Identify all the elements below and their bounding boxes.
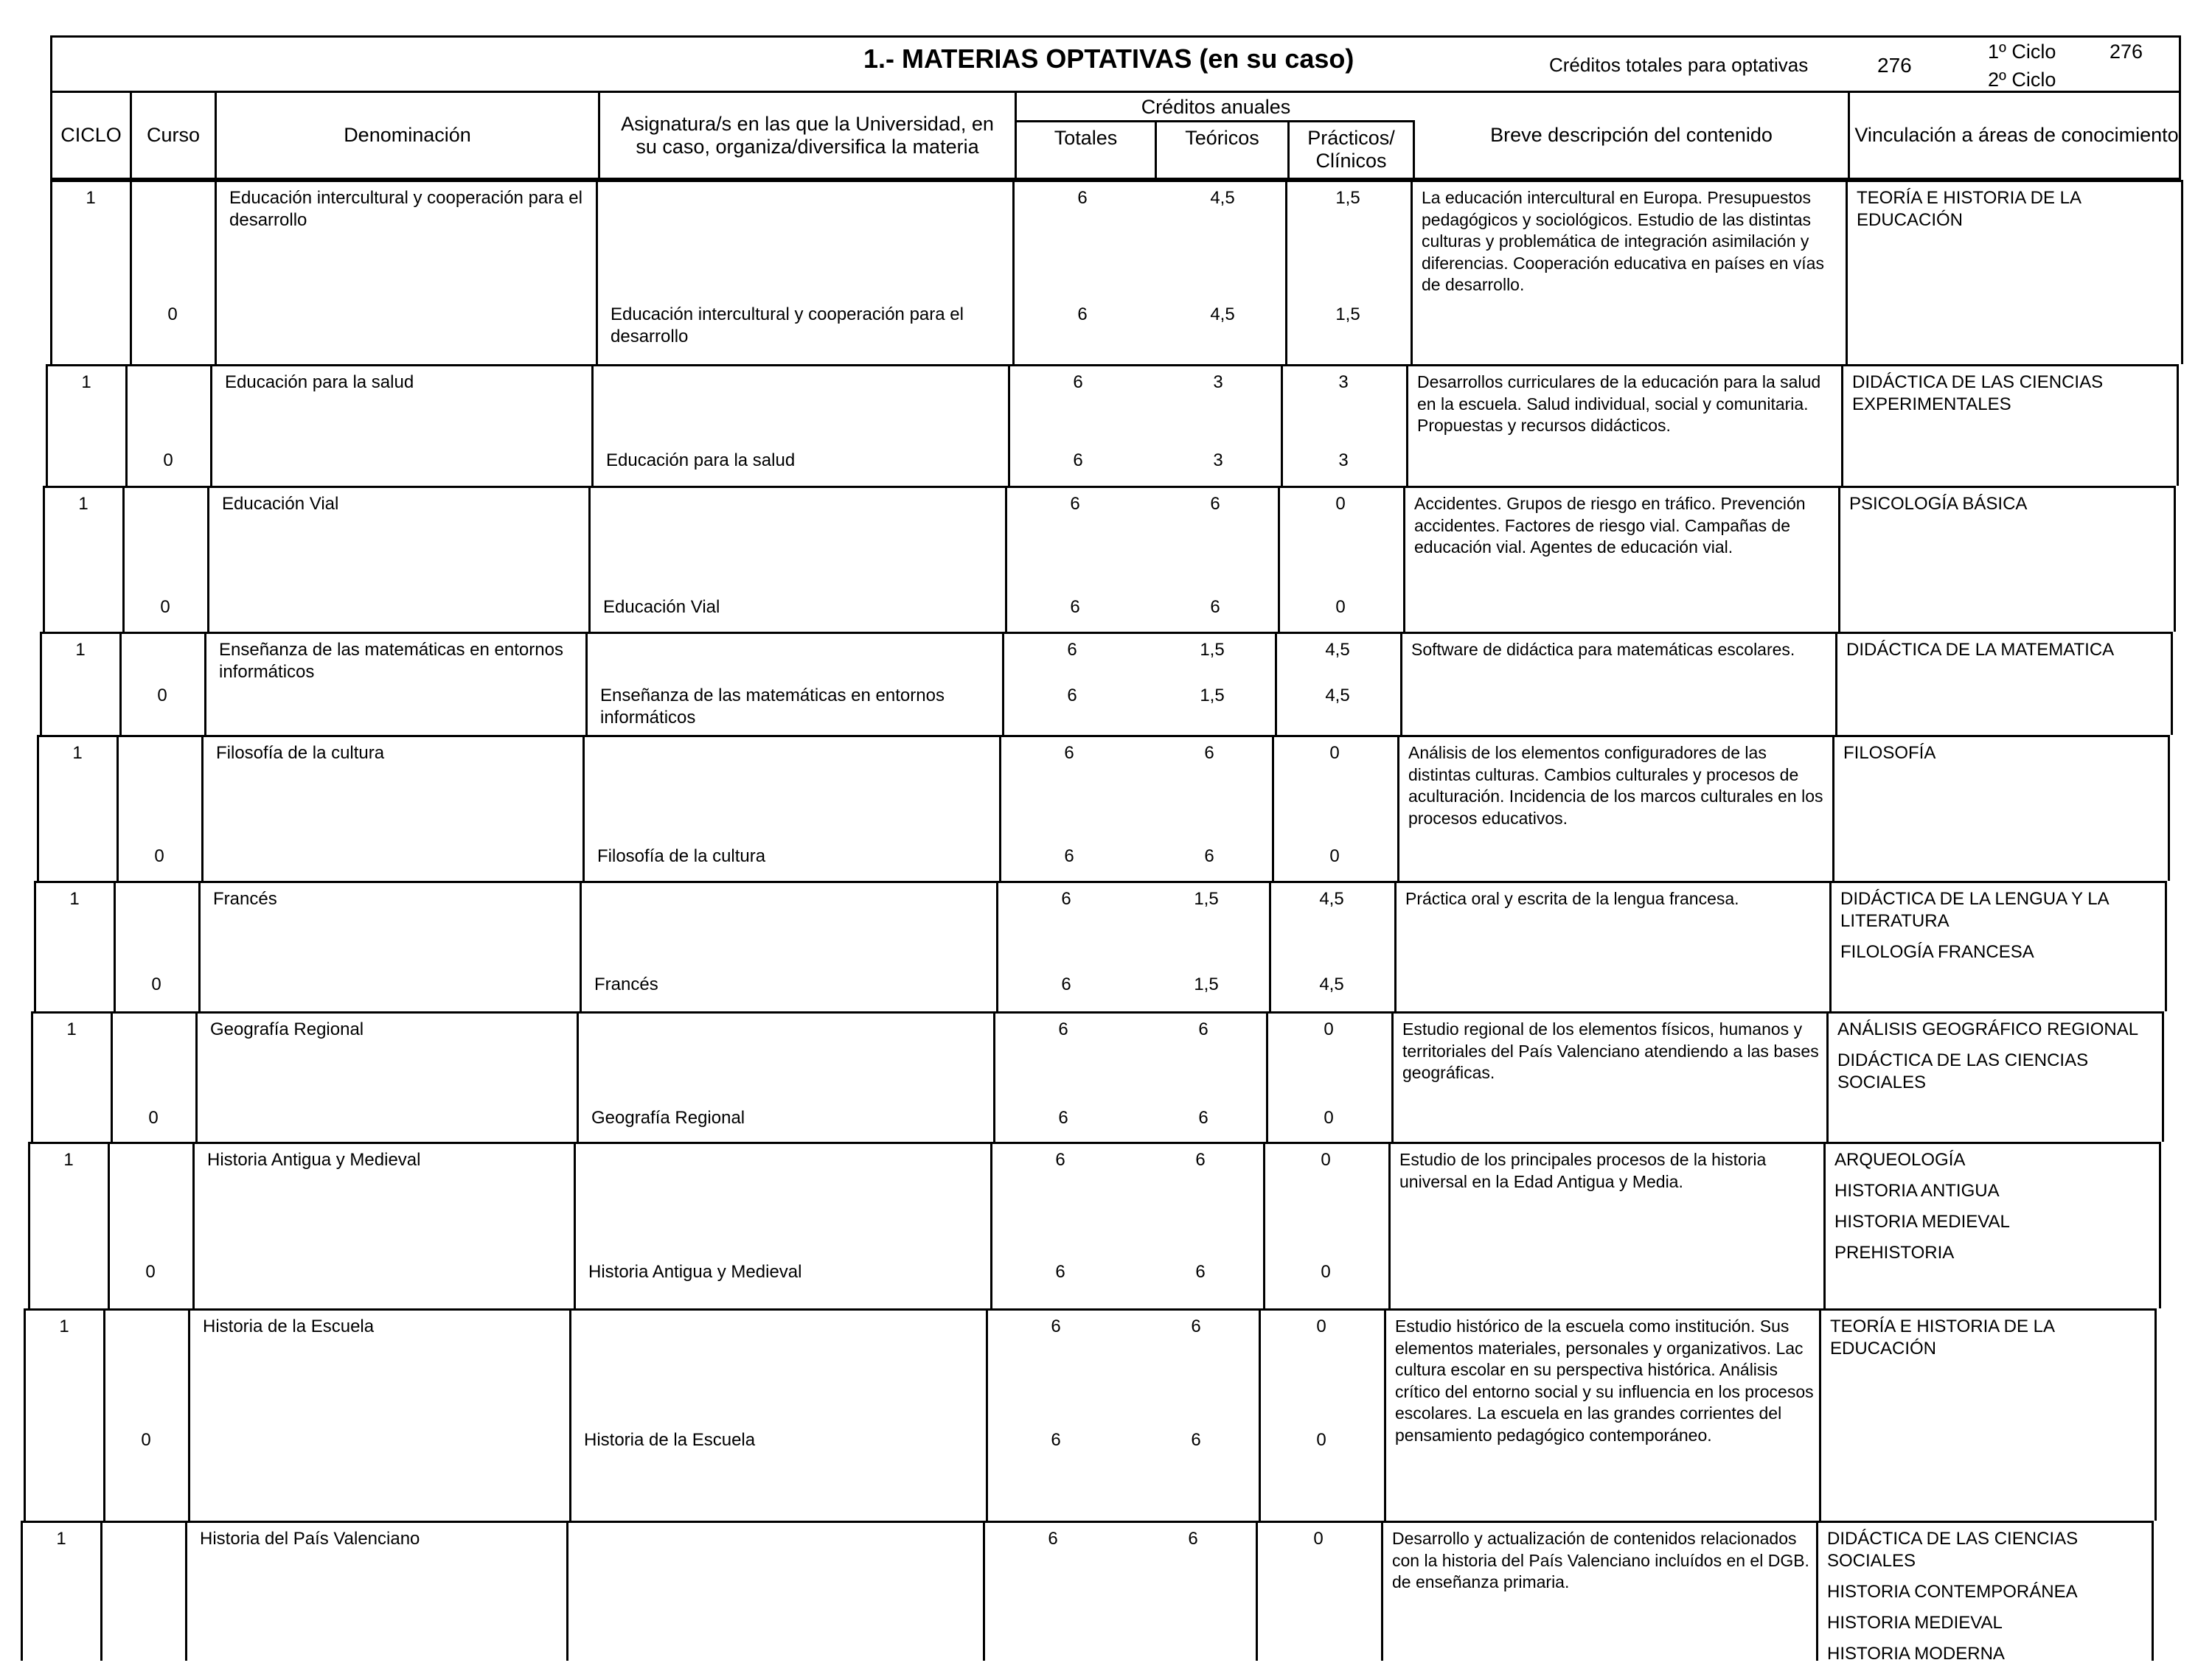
totales-cell: 6 (1064, 743, 1074, 763)
practicos-cell: 4,5 (1325, 640, 1350, 660)
col-practicos: Prácticos/ Clínicos (1290, 122, 1415, 180)
teoricos-cell: 3 (1213, 372, 1223, 392)
column-divider (207, 486, 209, 632)
totales-cell: 6 (1070, 494, 1080, 514)
column-divider (1259, 1308, 1261, 1521)
vinculacion-cell (1834, 1149, 2152, 1273)
totales-cell: 6 (1058, 1019, 1068, 1039)
column-divider (1829, 881, 1832, 1011)
denominacion-cell: Francés (213, 889, 277, 909)
column-divider (1400, 632, 1402, 735)
column-divider (1394, 881, 1397, 1011)
practicos-cell: 0 (1335, 494, 1346, 514)
column-divider (46, 364, 48, 486)
practicos-cell: 0 (1316, 1430, 1326, 1450)
col-vinculacion: Vinculación a áreas de conocimiento (1854, 124, 2179, 146)
column-divider (1002, 632, 1004, 735)
curso-cell: 0 (160, 597, 170, 617)
teoricos-cell: 1,5 (1200, 640, 1225, 660)
denominacion-cell: Geografía Regional (210, 1019, 364, 1039)
curso-cell: 0 (148, 1108, 159, 1128)
row-divider (28, 1142, 2159, 1144)
teoricos-cell: 1,5 (1194, 974, 1219, 994)
teoricos-cell: 4,5 (1210, 304, 1235, 324)
teoricos-cell: 6 (1198, 1019, 1208, 1039)
row-divider (24, 1308, 2154, 1311)
area-item: HISTORIA MODERNA (1827, 1644, 2005, 1664)
practicos-cell: 0 (1324, 1019, 1334, 1039)
vinculacion-cell (1849, 493, 2166, 524)
descripcion-cell: Accidentes. Grupos de riesgo en tráfico. Prevención accidentes. Factores de riesgo vial. Campañas de educación vial. Agentes de educación vial. (1414, 494, 1806, 557)
vinculacion-cell (1846, 639, 2163, 670)
denominacion-cell: Educación intercultural y cooperación para el desarrollo (229, 188, 582, 230)
practicos-cell: 0 (1316, 1316, 1326, 1336)
ciclo-cell: 1 (59, 1316, 69, 1336)
column-divider (1406, 364, 1408, 486)
col-ciclo: CICLO (52, 93, 132, 178)
asignatura-cell: Francés (594, 974, 658, 994)
totales-cell: 6 (1048, 1529, 1058, 1549)
column-divider (1411, 180, 1413, 364)
column-divider (1384, 1308, 1386, 1521)
descripcion-cell: Estudio de los principales procesos de la historia universal en la Edad Antigua y Media. (1399, 1150, 1767, 1191)
creditos-label: Créditos totales para optativas (1549, 54, 1809, 76)
area-item: DIDÁCTICA DE LA MATEMATICA (1846, 640, 2115, 660)
column-divider (1008, 364, 1010, 486)
teoricos-cell: 6 (1195, 1150, 1206, 1170)
column-divider (1281, 364, 1283, 486)
denominacion-cell: Educación para la salud (225, 372, 414, 392)
asignatura-cell: Filosofía de la cultura (597, 846, 766, 866)
area-item: FILOSOFÍA (1843, 743, 1936, 763)
ciclo1-value: 276 (2110, 41, 2143, 63)
column-divider (122, 486, 125, 632)
column-divider (1285, 180, 1287, 364)
descripcion-cell: Análisis de los elementos configuradores de las distintas culturas. Cambios culturales y procesos de aculturación. Incidencia de los marcos culturales en los procesos educativos. (1408, 743, 1823, 828)
col-totales: Totales (1017, 122, 1157, 180)
row-divider (34, 881, 2165, 883)
totales-cell: 6 (1077, 188, 1088, 208)
column-divider (50, 180, 52, 364)
page-title: 1.- MATERIAS OPTATIVAS (en su caso) (863, 43, 1354, 74)
totales-cell: 6 (1073, 450, 1083, 470)
column-divider (1835, 632, 1837, 735)
column-divider (111, 1011, 113, 1142)
column-divider (185, 1521, 187, 1661)
totales-cell: 6 (1070, 597, 1080, 617)
column-divider (2181, 180, 2183, 364)
column-divider (2165, 881, 2167, 1011)
totales-cell: 6 (1067, 686, 1077, 705)
area-item: PREHISTORIA (1834, 1243, 1955, 1263)
column-divider (40, 632, 42, 735)
asignatura-cell: Geografía Regional (591, 1108, 745, 1128)
column-divider (215, 180, 217, 364)
column-divider (1266, 1011, 1268, 1142)
column-divider (114, 881, 116, 1011)
column-divider (103, 1308, 105, 1521)
column-divider (1278, 486, 1280, 632)
column-divider (993, 1011, 995, 1142)
denominacion-cell: Educación Vial (222, 494, 339, 514)
column-divider (1403, 486, 1405, 632)
practicos-cell: 0 (1335, 597, 1346, 617)
ciclo-cell: 1 (81, 372, 91, 392)
denominacion-cell: Historia de la Escuela (203, 1316, 375, 1336)
descripcion-cell: Práctica oral y escrita de la lengua francesa. (1405, 889, 1739, 908)
curso-cell: 0 (151, 974, 161, 994)
asignatura-cell: Historia Antigua y Medieval (588, 1262, 802, 1282)
totales-cell: 6 (1058, 1108, 1068, 1128)
column-divider (119, 632, 122, 735)
column-divider (130, 180, 132, 364)
col-teoricos: Teóricos (1157, 122, 1290, 180)
column-divider (1005, 486, 1007, 632)
ciclo-cell: 1 (56, 1529, 66, 1549)
column-divider (990, 1142, 992, 1308)
totales-cell: 6 (1064, 846, 1074, 866)
area-item: HISTORIA MEDIEVAL (1834, 1212, 2010, 1232)
teoricos-cell: 1,5 (1194, 889, 1219, 909)
vinculacion-cell (1837, 1019, 2154, 1103)
column-divider (2171, 632, 2173, 735)
practicos-cell: 0 (1324, 1108, 1334, 1128)
column-divider (1819, 1308, 1821, 1521)
area-item: DIDÁCTICA DE LAS CIENCIAS SOCIALES (1827, 1529, 2079, 1571)
totales-cell: 6 (1061, 889, 1071, 909)
column-divider (1381, 1521, 1383, 1661)
column-divider (188, 1308, 190, 1521)
column-divider (37, 735, 39, 881)
row-divider (43, 486, 2174, 488)
area-item: TEORÍA E HISTORIA DE LA EDUCACIÓN (1830, 1316, 2054, 1359)
curso-cell: 0 (154, 846, 164, 866)
column-divider (986, 1308, 988, 1521)
column-divider (1256, 1521, 1258, 1661)
area-item: HISTORIA MEDIEVAL (1827, 1613, 2003, 1633)
column-divider (2162, 1011, 2164, 1142)
column-divider (1272, 735, 1274, 881)
col-creditos-anuales: Créditos anuales (1017, 93, 1415, 122)
column-divider (21, 1521, 23, 1661)
teoricos-cell: 3 (1213, 450, 1223, 470)
totales-cell: 6 (1051, 1316, 1061, 1336)
teoricos-cell: 6 (1204, 846, 1214, 866)
col-denominacion: Denominación (217, 93, 600, 178)
area-item: TEORÍA E HISTORIA DE LA EDUCACIÓN (1857, 188, 2081, 230)
area-item: DIDÁCTICA DE LAS CIENCIAS SOCIALES (1837, 1050, 2089, 1092)
column-divider (24, 1308, 26, 1521)
practicos-cell: 0 (1329, 846, 1340, 866)
totales-cell: 6 (1055, 1262, 1065, 1282)
column-divider (201, 735, 204, 881)
ciclo-cell: 1 (63, 1150, 74, 1170)
column-divider (1012, 180, 1015, 364)
column-divider (192, 1142, 195, 1308)
column-divider (1391, 1011, 1394, 1142)
column-divider (1388, 1142, 1391, 1308)
practicos-cell: 3 (1338, 372, 1349, 392)
column-divider (983, 1521, 985, 1661)
practicos-cell: 0 (1321, 1262, 1331, 1282)
row-divider (21, 1521, 2152, 1523)
curso-cell: 0 (157, 686, 167, 705)
ciclo2-label: 2º Ciclo (1988, 69, 2056, 91)
column-divider (999, 735, 1001, 881)
totales-cell: 6 (1061, 974, 1071, 994)
ciclo-cell: 1 (78, 494, 88, 514)
column-divider (2159, 1142, 2161, 1308)
col-descripcion: Breve descripción del contenido (1415, 93, 1850, 178)
teoricos-cell: 6 (1210, 597, 1220, 617)
column-divider (1841, 364, 1843, 486)
ciclo-cell: 1 (72, 743, 83, 763)
creditos-total: 276 (1877, 54, 1912, 77)
column-divider (116, 735, 119, 881)
column-divider (1832, 735, 1834, 881)
curso-cell: 0 (145, 1262, 156, 1282)
asignatura-cell: Historia de la Escuela (584, 1430, 756, 1450)
teoricos-cell: 6 (1210, 494, 1220, 514)
practicos-cell: 4,5 (1325, 686, 1350, 705)
practicos-cell: 0 (1321, 1150, 1331, 1170)
area-item: DIDÁCTICA DE LAS CIENCIAS EXPERIMENTALES (1852, 372, 2104, 414)
ciclo-cell: 1 (75, 640, 86, 660)
totales-cell: 6 (1067, 640, 1077, 660)
row-divider (37, 735, 2168, 737)
totales-cell: 6 (1051, 1430, 1061, 1450)
curso-cell: 0 (141, 1430, 151, 1450)
column-divider (100, 1521, 102, 1661)
column-divider (1838, 486, 1840, 632)
column-divider (31, 1011, 33, 1142)
column-divider (2168, 735, 2170, 881)
asignatura-cell: Educación intercultural y cooperación para el desarrollo (611, 304, 964, 346)
teoricos-cell: 1,5 (1200, 686, 1225, 705)
column-divider (1816, 1521, 1818, 1661)
column-divider (569, 1308, 571, 1521)
descripcion-cell: La educación intercultural en Europa. Presupuestos pedagógicos y sociológicos. Estudio de las distintas culturas y problemática de integración asimilación y diferencias. Cooperación educativa en países en vías de desarrollo. (1422, 188, 1824, 294)
asignatura-cell: Enseñanza de las matemáticas en entornos informáticos (600, 686, 945, 728)
totales-cell: 6 (1073, 372, 1083, 392)
asignatura-cell: Educación para la salud (606, 450, 796, 470)
column-divider (28, 1142, 30, 1308)
column-divider (2174, 486, 2176, 632)
column-divider (2154, 1308, 2157, 1521)
column-divider (996, 881, 998, 1011)
practicos-cell: 4,5 (1319, 974, 1344, 994)
col-asignatura: Asignatura/s en las que la Universidad, en su caso, organiza/diversifica la materia (600, 93, 1017, 178)
teoricos-cell: 6 (1191, 1430, 1201, 1450)
practicos-cell: 0 (1313, 1529, 1324, 1549)
denominacion-cell: Historia Antigua y Medieval (207, 1150, 421, 1170)
area-item: HISTORIA ANTIGUA (1834, 1181, 2000, 1201)
asignatura-cell: Educación Vial (603, 597, 720, 617)
column-divider (1826, 1011, 1829, 1142)
ciclo-cell: 1 (86, 188, 96, 208)
descripcion-cell: Estudio histórico de la escuela como institución. Sus elementos materiales, personales y organizativos. Lac cultura escolar en su perspectiva histórica. Análisis crítico del entorno social y su influencia en los procesos escolares. La escuela en las grandes corrientes del pensamiento pedagógico contemporáneo. (1395, 1316, 1814, 1445)
practicos-cell: 4,5 (1319, 889, 1344, 909)
ciclo1-label: 1º Ciclo (1988, 41, 2056, 63)
area-item: FILOLOGÍA FRANCESA (1840, 942, 2034, 962)
totales-cell: 6 (1055, 1150, 1065, 1170)
column-divider (2152, 1521, 2154, 1661)
row-divider (50, 180, 2181, 182)
denominacion-cell: Enseñanza de las matemáticas en entornos informáticos (219, 640, 563, 682)
column-divider (1275, 632, 1277, 735)
column-divider (1397, 735, 1399, 881)
column-divider (1263, 1142, 1265, 1308)
column-divider (195, 1011, 198, 1142)
vinculacion-cell (1857, 187, 2174, 240)
column-divider (125, 364, 128, 486)
area-item: PSICOLOGÍA BÁSICA (1849, 494, 2028, 514)
descripcion-cell: Desarrollo y actualización de contenidos relacionados con la historia del País Valenciano incluídos en el DGB. de enseñanza primaria. (1392, 1529, 1809, 1591)
teoricos-cell: 6 (1188, 1529, 1198, 1549)
descripcion-cell: Desarrollos curriculares de la educación para la salud en la escuela. Salud individual, social y comunitaria. Propuestas y recursos didácticos. (1417, 372, 1821, 435)
vinculacion-cell (1827, 1528, 2144, 1674)
practicos-cell: 1,5 (1335, 304, 1360, 324)
vinculacion-cell (1840, 888, 2157, 972)
area-item: ANÁLISIS GEOGRÁFICO REGIONAL (1837, 1019, 2139, 1039)
teoricos-cell: 6 (1198, 1108, 1208, 1128)
vinculacion-cell (1830, 1316, 2147, 1369)
teoricos-cell: 6 (1191, 1316, 1201, 1336)
curso-cell: 0 (163, 450, 173, 470)
totales-cell: 6 (1077, 304, 1088, 324)
descripcion-cell: Estudio regional de los elementos físicos, humanos y territoriales del País Valenciano atendiendo a las bases geográficas. (1402, 1019, 1819, 1082)
column-divider (1846, 180, 1848, 364)
denominacion-cell: Historia del País Valenciano (200, 1529, 420, 1549)
column-divider (1823, 1142, 1826, 1308)
column-divider (2177, 364, 2179, 486)
column-divider (34, 881, 36, 1011)
vinculacion-cell (1843, 742, 2160, 773)
column-divider (1269, 881, 1271, 1011)
column-divider (108, 1142, 110, 1308)
column-divider (198, 881, 201, 1011)
practicos-cell: 0 (1329, 743, 1340, 763)
area-item: DIDÁCTICA DE LA LENGUA Y LA LITERATURA (1840, 889, 2109, 931)
denominacion-cell: Filosofía de la cultura (216, 743, 385, 763)
teoricos-cell: 6 (1195, 1262, 1206, 1282)
column-divider (204, 632, 206, 735)
row-divider (46, 364, 2177, 366)
vinculacion-cell (1852, 372, 2169, 425)
practicos-cell: 1,5 (1335, 188, 1360, 208)
row-divider (31, 1011, 2162, 1014)
column-divider (43, 486, 45, 632)
ciclo-cell: 1 (66, 1019, 77, 1039)
col-curso: Curso (132, 93, 217, 178)
ciclo-cell: 1 (69, 889, 80, 909)
teoricos-cell: 6 (1204, 743, 1214, 763)
curso-cell: 0 (167, 304, 178, 324)
area-item: ARQUEOLOGÍA (1834, 1150, 1966, 1170)
row-divider (40, 632, 2171, 634)
area-item: HISTORIA CONTEMPORÁNEA (1827, 1582, 2078, 1602)
column-divider (210, 364, 212, 486)
teoricos-cell: 4,5 (1210, 188, 1235, 208)
descripcion-cell: Software de didáctica para matemáticas escolares. (1411, 640, 1795, 659)
practicos-cell: 3 (1338, 450, 1349, 470)
